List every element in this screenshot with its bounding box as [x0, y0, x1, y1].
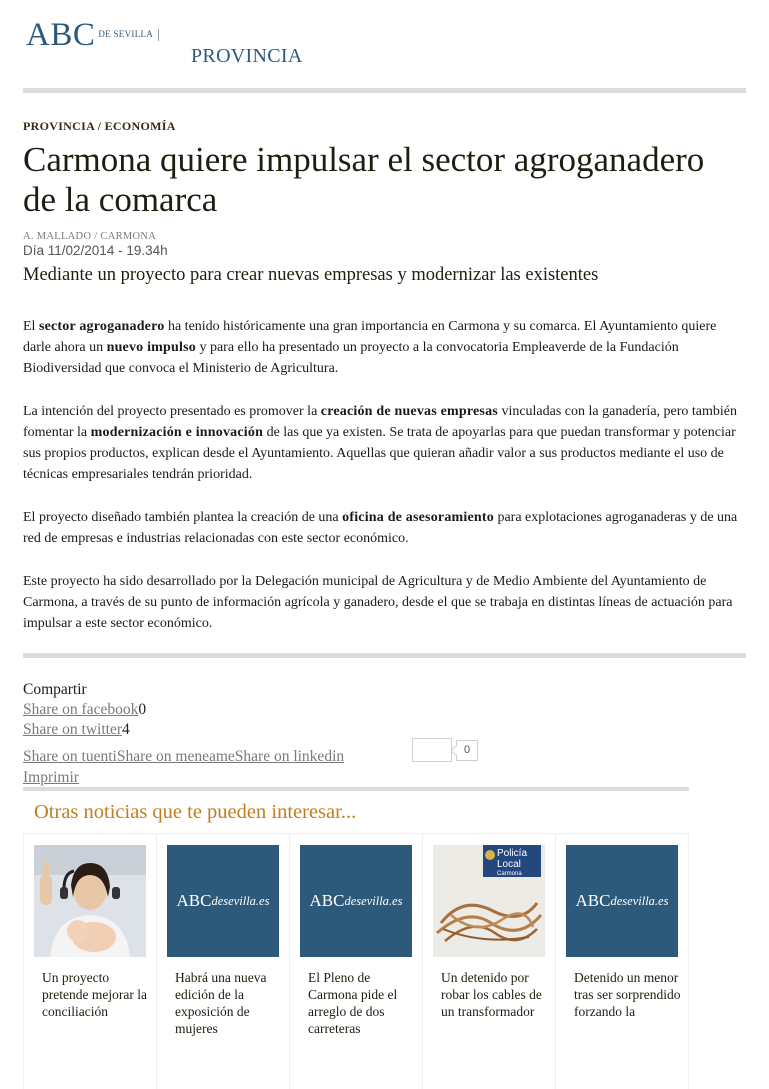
thumb-woman-baby-image[interactable] [34, 845, 146, 957]
linkedin-count: 0 [456, 740, 478, 761]
share-block [23, 680, 471, 786]
abc-sevilla-logo-image[interactable]: ABC desevilla.es [566, 845, 678, 957]
police-line1: Policía [497, 848, 528, 859]
share-twitter-link[interactable]: Share on twitter [23, 721, 123, 738]
paragraph-4: Este proyecto ha sido desarrollado por la Delegación municipal de Agricultura y de Medio Ambiente del Ayuntamiento de Carmona, a través de su punto de información agrícola y ganadero, desde el que se trabaja en distintas líneas de actuación para impulsar a este sector económico. [23, 574, 733, 631]
article-category[interactable]: PROVINCIA / ECONOMÍA [23, 119, 176, 133]
woman-baby-photo [34, 845, 146, 957]
share-facebook-row [23, 700, 146, 720]
share-meneame-link[interactable]: Share on meneame [116, 748, 235, 765]
facebook-count: 0 [138, 701, 147, 718]
police-line2: Local [497, 859, 521, 870]
related-card-title[interactable]: Un proyecto pretende mejorar la conciliación [42, 970, 147, 1019]
related-card-title[interactable]: Habrá una nueva edición de la exposición de mujeres [175, 970, 267, 1036]
abc-sevilla-logo-image[interactable]: ABC desevilla.es [300, 845, 412, 957]
article-subtitle: Mediante un proyecto para crear nuevas empresas y modernizar las existentes [23, 265, 599, 285]
paragraph-3: El proyecto diseñado también plantea la creación de una oficina de asesoramiento para explotaciones agroganaderas y de una red de empresas e industrias relacionadas con este sector económico. [23, 510, 738, 546]
related-card-title[interactable]: El Pleno de Carmona pide el arreglo de dos carreteras [308, 970, 398, 1036]
related-card[interactable] [556, 834, 689, 1089]
related-card[interactable] [290, 834, 423, 1089]
linkedin-share-button[interactable] [412, 738, 452, 762]
share-others-row [23, 747, 344, 767]
paragraph-1: El sector agroganadero ha tenido históricamente una gran importancia en Carmona y su comarca. El Ayuntamiento quiere darle ahora un nuevo impulso y para ello ha presentado un proyecto a la convocatoria Empleaverde de la Fundación Biodiversidad que convoca el Ministerio de Agricultura. [23, 319, 717, 376]
section-name[interactable]: PROVINCIA [191, 45, 303, 67]
related-title: Otras noticias que te pueden interesar... [34, 801, 357, 823]
share-twitter-row [23, 720, 146, 740]
logo-divider [158, 29, 159, 41]
article-byline: A. MALLADO / CARMONA [23, 231, 157, 242]
police-line3: Carmona [497, 871, 522, 877]
share-divider [23, 653, 746, 658]
police-cables-photo [433, 845, 545, 957]
related-divider [23, 787, 689, 791]
masthead [0, 0, 769, 90]
top-divider [23, 88, 746, 93]
related-card[interactable] [157, 834, 290, 1089]
abc-sevilla-logo[interactable] [26, 17, 159, 53]
abc-sevilla-logo-image[interactable]: ABC desevilla.es [167, 845, 279, 957]
related-card-title[interactable]: Detenido un menor tras ser sorprendido forzando la [574, 970, 681, 1019]
related-card[interactable] [23, 834, 157, 1089]
share-linkedin-link[interactable]: Share on linkedin [234, 748, 345, 765]
print-link[interactable]: Imprimir [23, 769, 79, 786]
logo-abc-text: ABC [26, 17, 96, 53]
logo-city-text: DE SEVILLA [98, 29, 154, 39]
twitter-count: 4 [122, 721, 130, 738]
related-card-title[interactable]: Un detenido por robar los cables de un transformador [441, 970, 542, 1019]
paragraph-2: La intención del proyecto presentado es promover la creación de nuevas empresas vinculadas con la ganadería, pero también fomentar la modernización e innovación de las que ya existen. Se trata de apoyarlas para que puedan transformar y potenciar sus propios productos, explican desde el Ayuntamiento. Aquellas que quieran añadir valor a sus productos mediante el uso de técnicas empresariales tendrán prioridad. [23, 404, 738, 482]
related-card[interactable] [423, 834, 556, 1089]
thumb-cables-image[interactable] [433, 845, 545, 957]
share-title: Compartir [23, 681, 87, 698]
share-tuenti-link[interactable]: Share on tuenti [23, 748, 117, 765]
article-headline: Carmona quiere impulsar el sector agroganadero de la comarca [23, 140, 705, 219]
related-news [23, 833, 689, 1089]
article-body [23, 316, 745, 656]
share-facebook-link[interactable]: Share on facebook [23, 701, 139, 718]
article-date: Día 11/02/2014 - 19.34h [23, 243, 168, 258]
